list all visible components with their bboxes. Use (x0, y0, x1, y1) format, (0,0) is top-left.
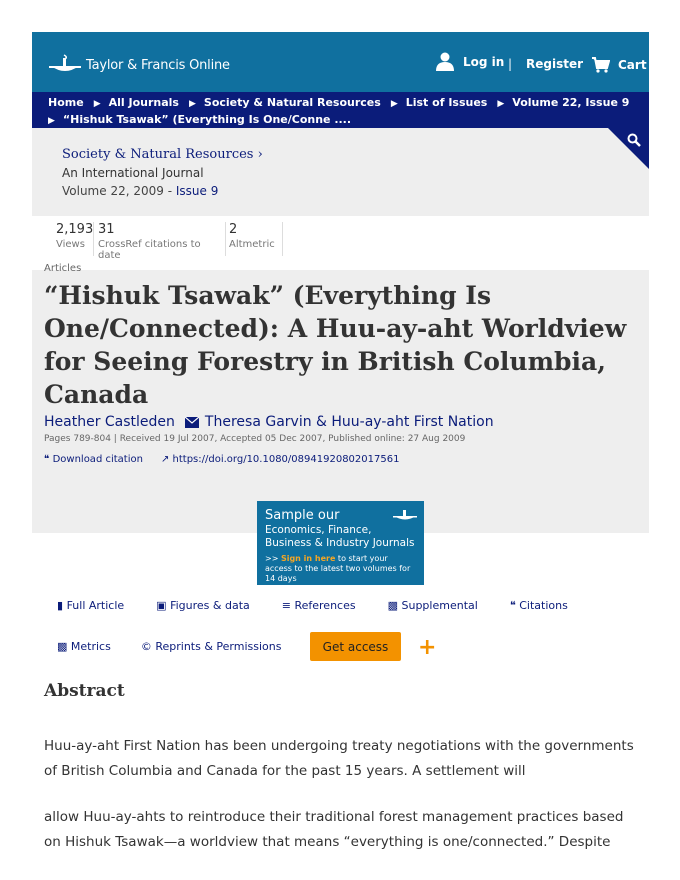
article-section-label: Articles (44, 263, 82, 274)
metric-label: CrossRef citations to date (98, 239, 201, 261)
author-link[interactable]: Heather Castleden (44, 414, 175, 430)
breadcrumb-arrow-icon: ▶ (497, 99, 505, 109)
author-links-rest[interactable]: Theresa Garvin & Huu-ay-aht First Nation (204, 414, 494, 430)
tab-label: Citations (519, 599, 568, 612)
abstract-paragraph: Huu-ay-aht First Nation has been undergoing treaty negotiations with the governments of British Columbia and Canada for the past 15 years. A settlement will (44, 738, 634, 779)
image-icon: ▣ (156, 599, 167, 612)
breadcrumb-journal[interactable]: Society & Natural Resources (203, 96, 381, 109)
volume-text: Volume 22, 2009 - (62, 184, 176, 198)
download-citation-link[interactable] (44, 454, 143, 465)
tab-metrics[interactable] (57, 640, 111, 653)
breadcrumb-current: “Hishuk Tsawak” (Everything Is One/Conne .... (62, 113, 352, 126)
metric-views[interactable] (56, 222, 94, 256)
lamp-logo-icon (392, 507, 418, 523)
abstract-text (44, 734, 644, 876)
logo-text: Taylor & Francis Online (86, 57, 230, 73)
puzzle-icon: ▩ (387, 599, 398, 612)
abstract-heading: Abstract (44, 681, 125, 701)
doi-link[interactable] (161, 454, 400, 465)
copyright-icon: © (140, 640, 152, 653)
login-link[interactable] (436, 52, 504, 72)
journal-subtitle: An International Journal (62, 166, 204, 180)
metric-label: Views (56, 239, 85, 250)
journal-volume (62, 184, 263, 198)
cart-link[interactable] (592, 57, 647, 73)
quote-icon: ❝ (44, 454, 50, 465)
article-actions (44, 454, 417, 465)
external-link-icon: ↗ (160, 454, 170, 465)
tab-label: Full Article (66, 599, 125, 612)
site-logo[interactable] (48, 54, 230, 76)
ad-cta (265, 554, 416, 584)
breadcrumb-home[interactable]: Home (48, 96, 84, 109)
metric-value: 31 (98, 222, 115, 237)
register-link[interactable]: Register (526, 57, 584, 71)
tab-label: Supplemental (401, 599, 478, 612)
ad-cta-prefix: >> (265, 554, 281, 563)
breadcrumb-arrow-icon: ▶ (390, 99, 398, 109)
ad-title: Sample our (265, 508, 340, 523)
cart-label: Cart (618, 58, 647, 72)
issue-link[interactable]: Issue 9 (175, 184, 219, 198)
author-list (44, 414, 494, 430)
download-citation-label: Download citation (52, 454, 143, 465)
tab-full-article[interactable] (57, 599, 124, 612)
breadcrumb (32, 92, 649, 128)
login-label: Log in (463, 55, 505, 69)
breadcrumb-all-journals[interactable]: All Journals (108, 96, 179, 109)
quote-icon: ❝ (509, 599, 516, 612)
metric-value: 2 (229, 222, 238, 237)
tab-label: References (294, 599, 356, 612)
ad-subtitle: Economics, Finance, Business & Industry Journals (265, 524, 415, 549)
metric-crossref[interactable] (98, 222, 226, 261)
bar-chart-icon: ▩ (57, 640, 68, 653)
breadcrumb-list-of-issues[interactable]: List of Issues (405, 96, 488, 109)
journal-ad-banner[interactable] (257, 501, 424, 585)
document-icon: ▮ (57, 599, 64, 612)
header-separator: | (508, 57, 513, 71)
tab-figures[interactable] (156, 599, 250, 612)
breadcrumb-issue[interactable]: Volume 22, Issue 9 (512, 96, 630, 109)
cart-icon (592, 57, 610, 73)
site-header (32, 32, 649, 92)
lamp-logo-icon (48, 54, 82, 76)
plus-icon[interactable]: + (418, 635, 437, 660)
breadcrumb-arrow-icon: ▶ (48, 116, 55, 126)
search-icon[interactable] (627, 133, 641, 147)
tab-citations[interactable] (510, 599, 568, 612)
tab-reprints[interactable] (141, 640, 282, 653)
article-tabs (57, 599, 600, 612)
doi-label: https://doi.org/10.1080/08941920802017561 (172, 454, 400, 465)
envelope-icon[interactable] (185, 417, 199, 428)
get-access-button[interactable]: Get access (310, 632, 401, 661)
ad-cta-rest: to start your access to the latest two volumes for 14 days (265, 554, 411, 583)
article-tabs-row2 (57, 640, 311, 653)
breadcrumb-arrow-icon: ▶ (93, 99, 101, 109)
ad-sign-in-link[interactable]: Sign in here (280, 554, 336, 563)
tab-label: Metrics (70, 640, 111, 653)
journal-info (62, 147, 263, 198)
metric-label: Altmetric (229, 239, 275, 250)
tab-label: Reprints & Permissions (155, 640, 282, 653)
journal-name-link[interactable]: Society & Natural Resources › (62, 147, 263, 162)
references-icon: ≡ (281, 599, 291, 612)
tab-label: Figures & data (170, 599, 250, 612)
metric-altmetric[interactable] (229, 222, 283, 256)
metric-value: 2,193 (56, 222, 94, 237)
breadcrumb-arrow-icon: ▶ (188, 99, 196, 109)
article-title: “Hishuk Tsawak” (Everything Is One/Connected): A Huu-ay-aht Worldview for Seeing Forestry in British Columbia, Canada (44, 281, 627, 409)
article-meta: Pages 789-804 | Received 19 Jul 2007, Accepted 05 Dec 2007, Published online: 27 Aug 2009 (44, 434, 466, 444)
tab-supplemental[interactable] (388, 599, 478, 612)
user-icon (436, 52, 454, 72)
abstract-paragraph: allow Huu-ay-ahts to reintroduce their traditional forest management practices based on Hishuk Tsawak—a worldview that means “everything is one/connected.” Despite (44, 809, 624, 850)
tab-references[interactable] (282, 599, 356, 612)
